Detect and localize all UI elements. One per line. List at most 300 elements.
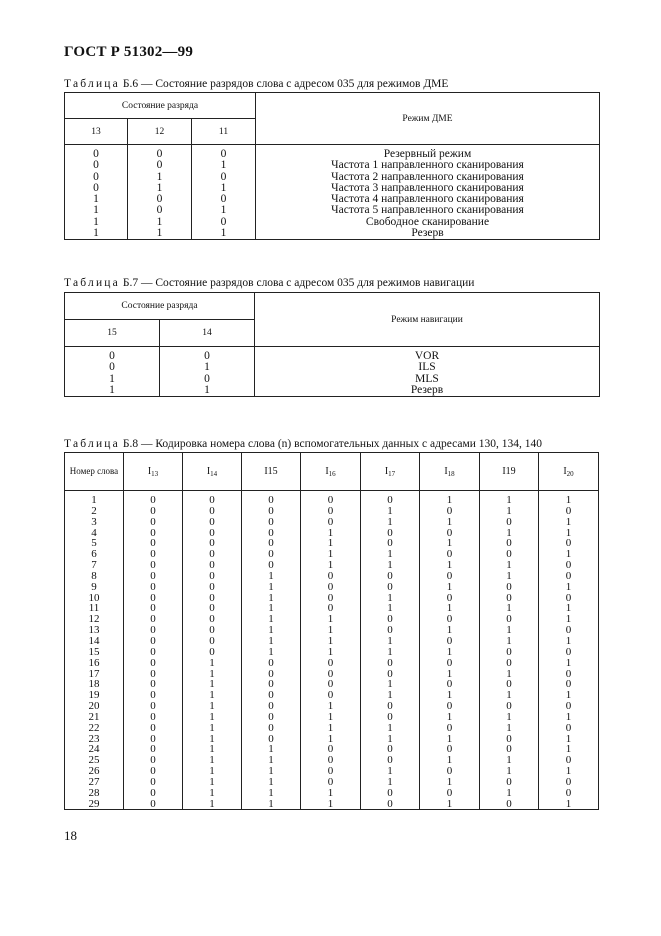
bit-cell: 0 xyxy=(539,679,599,690)
bit-cell: 0 xyxy=(128,194,192,205)
word-number-cell: 22 xyxy=(65,723,124,734)
bit-cell: 1 xyxy=(480,788,539,799)
bit-cell: 0 xyxy=(301,766,361,777)
bit-cell: 1 xyxy=(480,712,539,723)
table6-group-header: Состояние разряда xyxy=(65,93,256,119)
bit-cell: 0 xyxy=(124,647,183,658)
bit-cell: 0 xyxy=(124,636,183,647)
word-number-cell: 7 xyxy=(65,560,124,571)
bit-cell: 1 xyxy=(183,669,242,680)
bit-cell: 1 xyxy=(420,560,480,571)
bit-cell: 0 xyxy=(128,145,192,161)
bit-cell: 0 xyxy=(242,549,301,560)
bit-cell: 0 xyxy=(480,658,539,669)
bit-cell: 1 xyxy=(480,491,539,506)
word-number-cell: 5 xyxy=(65,538,124,549)
word-number-cell: 29 xyxy=(65,799,124,810)
bit-cell: 0 xyxy=(361,799,420,810)
bit-cell: 0 xyxy=(361,582,420,593)
bit-cell: 1 xyxy=(301,636,361,647)
bit-cell: 1 xyxy=(539,582,599,593)
bit-cell: 1 xyxy=(242,614,301,625)
bit-cell: 1 xyxy=(420,582,480,593)
bit-cell: 1 xyxy=(539,712,599,723)
bit-cell: 1 xyxy=(301,549,361,560)
bit-cell: 1 xyxy=(420,647,480,658)
table8-word-header: Номер слова xyxy=(65,453,124,491)
table8-bit-header xyxy=(183,453,242,491)
bit-cell: 1 xyxy=(301,528,361,539)
bit-cell: 1 xyxy=(420,517,480,528)
bit-cell: 0 xyxy=(480,593,539,604)
page-number: 18 xyxy=(64,828,77,843)
bit-cell: 1 xyxy=(420,777,480,788)
bit-cell: 1 xyxy=(420,734,480,745)
bit-cell: 0 xyxy=(539,625,599,636)
table7-caption xyxy=(64,277,474,289)
bit-cell: 0 xyxy=(183,582,242,593)
bit-cell: 0 xyxy=(124,603,183,614)
bit-cell: 0 xyxy=(242,723,301,734)
word-number-cell: 25 xyxy=(65,755,124,766)
bit-cell: 0 xyxy=(361,528,420,539)
word-number-cell: 13 xyxy=(65,625,124,636)
bit-cell: 1 xyxy=(539,549,599,560)
bit-cell: 0 xyxy=(301,777,361,788)
table6-bit-header: 12 xyxy=(128,119,192,145)
bit-header-base: I15 xyxy=(264,466,278,477)
bit-cell: 0 xyxy=(124,614,183,625)
bit-cell: 1 xyxy=(242,582,301,593)
bit-cell: 1 xyxy=(301,560,361,571)
table6-mode-header: Режим ДМЕ xyxy=(256,93,600,145)
bit-header-subscript: 20 xyxy=(566,469,574,478)
bit-cell: 0 xyxy=(480,744,539,755)
bit-header-base: I xyxy=(325,465,329,477)
bit-cell: 0 xyxy=(480,549,539,560)
bit-cell: 0 xyxy=(361,538,420,549)
bit-cell: 1 xyxy=(361,647,420,658)
word-number-cell: 12 xyxy=(65,614,124,625)
bit-cell: 1 xyxy=(242,647,301,658)
bit-cell: 1 xyxy=(480,571,539,582)
bit-cell: 0 xyxy=(361,614,420,625)
bit-cell: 1 xyxy=(301,701,361,712)
bit-cell: 1 xyxy=(420,712,480,723)
mode-cell: Свободное сканирование xyxy=(256,217,600,228)
bit-cell: 1 xyxy=(242,744,301,755)
bit-cell: 0 xyxy=(242,491,301,506)
table6 xyxy=(64,92,600,240)
word-number-cell: 27 xyxy=(65,777,124,788)
bit-cell: 1 xyxy=(361,593,420,604)
table8-bit-header xyxy=(242,453,301,491)
bit-cell: 1 xyxy=(539,614,599,625)
bit-cell: 1 xyxy=(539,603,599,614)
bit-cell: 0 xyxy=(183,571,242,582)
bit-cell: 1 xyxy=(480,636,539,647)
table8-bit-header xyxy=(539,453,599,491)
bit-cell: 0 xyxy=(301,593,361,604)
bit-cell: 0 xyxy=(124,517,183,528)
bit-cell: 0 xyxy=(183,603,242,614)
bit-cell: 0 xyxy=(124,669,183,680)
bit-cell: 0 xyxy=(539,593,599,604)
bit-cell: 1 xyxy=(480,625,539,636)
bit-cell: 1 xyxy=(420,625,480,636)
word-number-cell: 16 xyxy=(65,658,124,669)
bit-cell: 0 xyxy=(301,517,361,528)
table-row xyxy=(65,658,599,669)
bit-cell: 0 xyxy=(301,690,361,701)
bit-cell: 0 xyxy=(480,517,539,528)
bit-cell: 0 xyxy=(124,712,183,723)
bit-cell: 1 xyxy=(539,636,599,647)
bit-cell: 0 xyxy=(124,777,183,788)
bit-cell: 1 xyxy=(160,362,255,373)
bit-cell: 0 xyxy=(124,528,183,539)
bit-cell: 0 xyxy=(420,528,480,539)
bit-cell: 0 xyxy=(539,669,599,680)
bit-cell: 1 xyxy=(539,734,599,745)
bit-cell: 0 xyxy=(183,647,242,658)
bit-cell: 0 xyxy=(301,571,361,582)
table7-mode-header: Режим навигации xyxy=(255,293,600,347)
bit-cell: 0 xyxy=(124,690,183,701)
bit-cell: 1 xyxy=(183,777,242,788)
bit-cell: 0 xyxy=(124,679,183,690)
bit-header-subscript: 13 xyxy=(151,469,159,478)
bit-cell: 1 xyxy=(539,744,599,755)
bit-cell: 1 xyxy=(192,228,256,240)
table7-caption-text: Б.7 — Состояние разрядов слова с адресом 035 для режимов навигации xyxy=(122,277,475,289)
table7-group-header: Состояние разряда xyxy=(65,293,255,320)
bit-cell: 1 xyxy=(242,625,301,636)
bit-header-subscript: 18 xyxy=(447,469,455,478)
table8-bit-header xyxy=(480,453,539,491)
bit-cell: 0 xyxy=(361,491,420,506)
table-row xyxy=(65,385,600,397)
bit-cell: 0 xyxy=(539,755,599,766)
bit-cell: 0 xyxy=(480,777,539,788)
bit-cell: 0 xyxy=(539,506,599,517)
bit-cell: 0 xyxy=(124,788,183,799)
table-row xyxy=(65,145,600,161)
bit-cell: 1 xyxy=(420,669,480,680)
bit-cell: 0 xyxy=(420,506,480,517)
bit-cell: 1 xyxy=(301,614,361,625)
bit-cell: 1 xyxy=(361,679,420,690)
bit-cell: 1 xyxy=(192,205,256,216)
bit-cell: 0 xyxy=(539,777,599,788)
bit-cell: 1 xyxy=(301,647,361,658)
bit-cell: 1 xyxy=(183,744,242,755)
bit-cell: 0 xyxy=(420,679,480,690)
table8-bit-header xyxy=(420,453,480,491)
bit-cell: 1 xyxy=(192,183,256,194)
bit-cell: 0 xyxy=(242,506,301,517)
bit-cell: 1 xyxy=(65,205,128,216)
bit-cell: 0 xyxy=(242,690,301,701)
bit-cell: 0 xyxy=(480,734,539,745)
bit-cell: 1 xyxy=(128,183,192,194)
bit-cell: 0 xyxy=(124,538,183,549)
bit-cell: 0 xyxy=(128,205,192,216)
bit-cell: 0 xyxy=(301,669,361,680)
table8-caption-text: Б.8 — Кодировка номера слова (n) вспомогательных данных с адресами 130, 134, 140 xyxy=(122,438,543,450)
bit-cell: 0 xyxy=(183,549,242,560)
bit-cell: 0 xyxy=(301,491,361,506)
table-row xyxy=(65,228,600,240)
bit-cell: 1 xyxy=(480,766,539,777)
bit-cell: 1 xyxy=(242,766,301,777)
bit-cell: 0 xyxy=(124,734,183,745)
bit-cell: 0 xyxy=(65,172,128,183)
bit-cell: 0 xyxy=(65,362,160,373)
bit-cell: 0 xyxy=(301,582,361,593)
bit-cell: 1 xyxy=(361,506,420,517)
bit-cell: 0 xyxy=(480,679,539,690)
word-number-cell: 19 xyxy=(65,690,124,701)
bit-cell: 1 xyxy=(420,690,480,701)
bit-cell: 1 xyxy=(183,690,242,701)
bit-cell: 1 xyxy=(242,571,301,582)
bit-cell: 0 xyxy=(183,528,242,539)
word-number-cell: 9 xyxy=(65,582,124,593)
bit-cell: 0 xyxy=(420,549,480,560)
bit-cell: 1 xyxy=(480,603,539,614)
bit-cell: 1 xyxy=(301,712,361,723)
table-row xyxy=(65,799,599,810)
bit-cell: 1 xyxy=(539,491,599,506)
bit-cell: 0 xyxy=(124,799,183,810)
table6-bit-header: 11 xyxy=(192,119,256,145)
bit-cell: 1 xyxy=(301,799,361,810)
bit-cell: 0 xyxy=(183,614,242,625)
bit-cell: 0 xyxy=(183,636,242,647)
bit-cell: 1 xyxy=(301,538,361,549)
bit-cell: 0 xyxy=(124,658,183,669)
bit-cell: 0 xyxy=(242,658,301,669)
bit-cell: 1 xyxy=(361,549,420,560)
bit-cell: 0 xyxy=(539,538,599,549)
bit-cell: 1 xyxy=(480,560,539,571)
bit-cell: 0 xyxy=(420,788,480,799)
bit-cell: 1 xyxy=(242,777,301,788)
bit-cell: 1 xyxy=(301,723,361,734)
bit-cell: 1 xyxy=(65,385,160,397)
bit-cell: 1 xyxy=(242,636,301,647)
bit-cell: 0 xyxy=(242,560,301,571)
word-number-cell: 8 xyxy=(65,571,124,582)
bit-cell: 1 xyxy=(183,799,242,810)
bit-cell: 1 xyxy=(128,217,192,228)
bit-cell: 0 xyxy=(65,183,128,194)
table-row xyxy=(65,491,599,506)
bit-cell: 0 xyxy=(124,560,183,571)
bit-header-subscript: 16 xyxy=(328,469,336,478)
mode-cell: MLS xyxy=(255,374,600,385)
bit-cell: 0 xyxy=(124,744,183,755)
bit-cell: 0 xyxy=(124,701,183,712)
table-row xyxy=(65,517,599,528)
bit-cell: 1 xyxy=(183,755,242,766)
bit-cell: 1 xyxy=(361,636,420,647)
bit-cell: 1 xyxy=(420,603,480,614)
bit-cell: 0 xyxy=(65,145,128,161)
bit-cell: 0 xyxy=(361,788,420,799)
bit-cell: 0 xyxy=(124,766,183,777)
bit-cell: 0 xyxy=(539,723,599,734)
word-number-cell: 15 xyxy=(65,647,124,658)
table-row xyxy=(65,788,599,799)
bit-cell: 1 xyxy=(183,701,242,712)
word-number-cell: 21 xyxy=(65,712,124,723)
bit-cell: 0 xyxy=(160,347,255,363)
bit-cell: 0 xyxy=(124,549,183,560)
bit-cell: 1 xyxy=(420,799,480,810)
bit-cell: 1 xyxy=(361,723,420,734)
bit-cell: 0 xyxy=(480,799,539,810)
bit-cell: 0 xyxy=(361,744,420,755)
bit-cell: 1 xyxy=(183,788,242,799)
bit-cell: 0 xyxy=(192,217,256,228)
bit-cell: 1 xyxy=(65,374,160,385)
bit-cell: 1 xyxy=(539,799,599,810)
bit-cell: 0 xyxy=(65,160,128,171)
bit-cell: 0 xyxy=(361,712,420,723)
bit-cell: 1 xyxy=(480,669,539,680)
table8-bit-header xyxy=(124,453,183,491)
bit-cell: 0 xyxy=(242,712,301,723)
bit-cell: 0 xyxy=(539,647,599,658)
bit-cell: 0 xyxy=(124,723,183,734)
bit-cell: 0 xyxy=(124,593,183,604)
bit-cell: 1 xyxy=(183,679,242,690)
bit-header-subscript: 17 xyxy=(388,469,396,478)
bit-cell: 0 xyxy=(124,625,183,636)
bit-cell: 1 xyxy=(301,788,361,799)
bit-cell: 1 xyxy=(480,528,539,539)
bit-cell: 0 xyxy=(480,614,539,625)
word-number-cell: 26 xyxy=(65,766,124,777)
bit-cell: 1 xyxy=(480,755,539,766)
bit-cell: 0 xyxy=(242,734,301,745)
bit-cell: 0 xyxy=(301,658,361,669)
bit-cell: 1 xyxy=(242,788,301,799)
bit-cell: 1 xyxy=(65,217,128,228)
bit-cell: 0 xyxy=(361,669,420,680)
bit-cell: 1 xyxy=(242,593,301,604)
bit-cell: 1 xyxy=(539,658,599,669)
bit-cell: 1 xyxy=(160,385,255,397)
bit-cell: 1 xyxy=(420,755,480,766)
table6-bit-header: 13 xyxy=(65,119,128,145)
bit-cell: 0 xyxy=(301,755,361,766)
bit-cell: 0 xyxy=(420,571,480,582)
bit-cell: 1 xyxy=(128,228,192,240)
bit-cell: 0 xyxy=(124,571,183,582)
table-row xyxy=(65,205,600,216)
word-number-cell: 14 xyxy=(65,636,124,647)
table8-caption xyxy=(64,438,542,450)
bit-cell: 1 xyxy=(192,160,256,171)
bit-cell: 0 xyxy=(420,766,480,777)
bit-cell: 0 xyxy=(301,506,361,517)
table-row xyxy=(65,374,600,385)
bit-header-base: I19 xyxy=(502,466,516,477)
bit-cell: 0 xyxy=(192,194,256,205)
table7-label: Таблица xyxy=(64,277,120,289)
bit-cell: 0 xyxy=(420,701,480,712)
bit-cell: 0 xyxy=(183,593,242,604)
bit-header-base: I xyxy=(384,465,389,477)
bit-cell: 1 xyxy=(539,528,599,539)
bit-cell: 0 xyxy=(242,679,301,690)
bit-cell: 0 xyxy=(480,701,539,712)
table7-bit-header: 15 xyxy=(65,320,160,347)
bit-header-base: I xyxy=(206,465,211,477)
bit-cell: 0 xyxy=(420,744,480,755)
bit-cell: 1 xyxy=(242,603,301,614)
bit-cell: 1 xyxy=(65,194,128,205)
bit-cell: 0 xyxy=(301,603,361,614)
bit-cell: 1 xyxy=(539,517,599,528)
bit-cell: 0 xyxy=(192,145,256,161)
bit-cell: 1 xyxy=(361,560,420,571)
bit-cell: 0 xyxy=(361,701,420,712)
table-row xyxy=(65,217,600,228)
bit-cell: 0 xyxy=(361,625,420,636)
bit-header-base: I xyxy=(444,465,448,477)
bit-cell: 1 xyxy=(183,766,242,777)
bit-cell: 0 xyxy=(183,491,242,506)
bit-cell: 1 xyxy=(183,658,242,669)
bit-cell: 1 xyxy=(361,777,420,788)
page-header: ГОСТ Р 51302—99 xyxy=(64,44,194,60)
bit-cell: 1 xyxy=(480,690,539,701)
bit-cell: 1 xyxy=(420,538,480,549)
table8-bit-header xyxy=(361,453,420,491)
bit-cell: 1 xyxy=(480,723,539,734)
bit-cell: 0 xyxy=(539,571,599,582)
bit-cell: 0 xyxy=(183,506,242,517)
word-number-cell: 1 xyxy=(65,491,124,506)
word-number-cell: 17 xyxy=(65,669,124,680)
bit-cell: 1 xyxy=(183,712,242,723)
bit-cell: 0 xyxy=(301,679,361,690)
mode-cell: Резерв xyxy=(255,385,600,397)
bit-header-base: I xyxy=(147,465,152,477)
word-number-cell: 24 xyxy=(65,744,124,755)
bit-cell: 0 xyxy=(183,560,242,571)
bit-cell: 0 xyxy=(242,701,301,712)
bit-cell: 1 xyxy=(65,228,128,240)
table-row xyxy=(65,160,600,171)
table8 xyxy=(64,452,599,810)
bit-cell: 1 xyxy=(128,172,192,183)
bit-cell: 1 xyxy=(361,734,420,745)
word-number-cell: 11 xyxy=(65,603,124,614)
bit-cell: 0 xyxy=(183,625,242,636)
word-number-cell: 4 xyxy=(65,528,124,539)
bit-cell: 1 xyxy=(183,734,242,745)
bit-cell: 1 xyxy=(361,517,420,528)
table-row xyxy=(65,582,599,593)
word-number-cell: 23 xyxy=(65,734,124,745)
bit-cell: 0 xyxy=(361,658,420,669)
word-number-cell: 18 xyxy=(65,679,124,690)
